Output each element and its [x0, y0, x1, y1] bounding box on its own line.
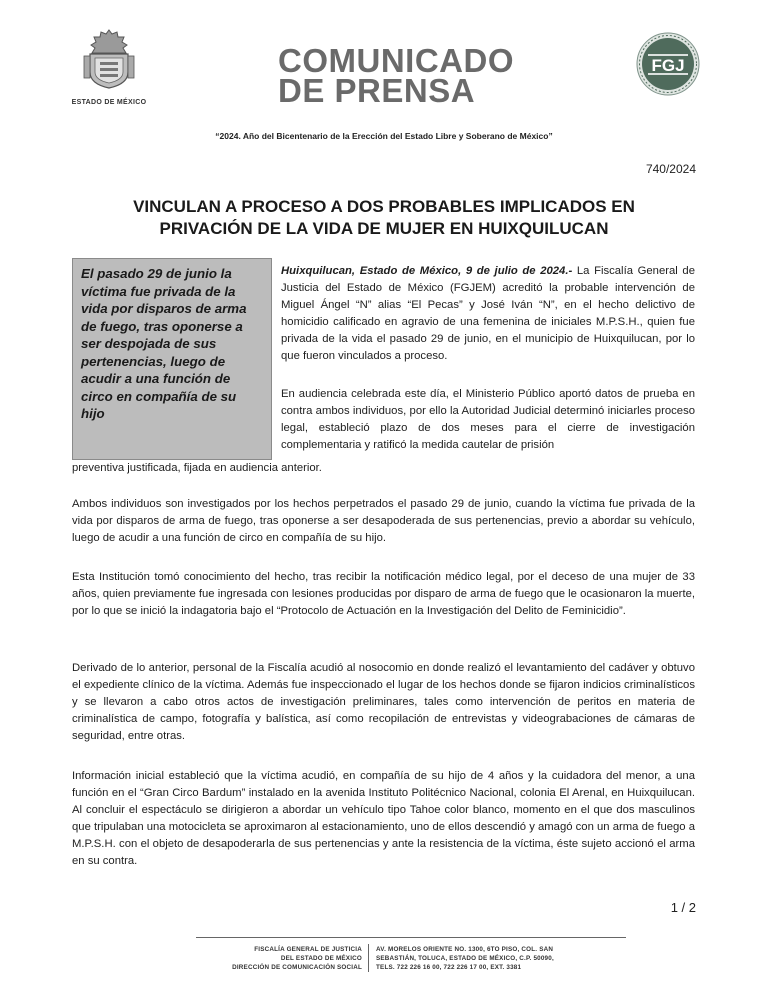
paragraph-3: Ambos individuos son investigados por los hechos perpetrados el pasado 29 de junio, cuando la víctima fue privada de la vida por disparos de arma de fuego, tras oponerse a ser desapoderada de sus pertenencias, previo a abordar su vehículo, luego de acudir a una función de circo en compañía de su hijo.: [72, 498, 695, 544]
footer-left-line-3: DIRECCIÓN DE COMUNICACIÓN SOCIAL: [232, 964, 362, 971]
document-header: [0, 28, 768, 113]
paragraph-2: En audiencia celebrada este día, el Ministerio Público aportó datos de prueba en contra ambos individuos, por ello la Autoridad Judicial determinó iniciarles proceso legal, estableció plazo de dos meses para el cierre de investigación complementaria y ratificó la medida cautelar de prisión: [281, 388, 695, 451]
paragraph-5: Derivado de lo anterior, personal de la Fiscalía acudió al nosocomio en donde realizó el levantamiento del cadáver y obtuvo el expediente clínico de la víctima. Además fue inspeccionado el lugar de los hechos donde se fijaron indicios criminalísticos y se llevaron a cabo otros actos de investigación preliminares, tales como intervención de peritos en materia de criminalística de campo, fotografía y balística, así como recopilación de entrevistas y videograbaciones de cámaras de seguridad, entre otras.: [72, 662, 695, 742]
footer-institution: [150, 945, 362, 972]
footer-right-line-3: TELS. 722 226 16 00, 722 226 17 00, EXT. 3381: [376, 964, 522, 971]
title-line-2: DE PRENSA: [278, 72, 476, 109]
year-motto: “2024. Año del Bicentenario de la Erección del Estado Libre y Soberano de México”: [215, 131, 553, 141]
title-line-1: COMUNICADO: [278, 42, 514, 79]
summary-callout-text: El pasado 29 de junio la víctima fue privada de la vida por disparos de arma de fuego, tras oponerse a ser despojada de sus pertenencias, luego de acudir a una función de circo en compañía de su hijo: [81, 266, 247, 421]
fgj-logo-text: FGJ: [651, 56, 685, 75]
footer-left-line-2: DEL ESTADO DE MÉXICO: [280, 955, 362, 962]
footer-divider: [196, 937, 626, 938]
state-logo: [66, 28, 152, 106]
headline-line-1: VINCULAN A PROCESO A DOS PROBABLES IMPLICADOS EN: [133, 197, 635, 216]
footer-address: [376, 945, 626, 972]
page-number: 1 / 2: [670, 900, 696, 915]
headline: [90, 196, 678, 240]
fgj-seal-icon: [636, 32, 700, 96]
state-caption: ESTADO DE MÉXICO: [71, 99, 147, 106]
headline-line-2: PRIVACIÓN DE LA VIDA DE MUJER EN HUIXQUILUCAN: [159, 219, 609, 238]
paragraph-6: Información inicial estableció que la víctima acudió, en compañía de su hijo de 4 años y la cuidadora del menor, a una función en el “Gran Circo Bardum” instalado en la avenida Instituto Politécnico Nacional, colonia El Arenal, en Huixquilucan. Al concluir el espectáculo se dirigieron a abordar un vehículo tipo Tahoe color blanco, momento en el que dos masculinos que tripulaban una motocicleta se aproximaron al estacionamiento, uno de ellos descendió y amagó con un arma de fuego a M.P.S.H. con el objeto de desapoderarla de sus pertenencias y ante la resistencia de la víctima, éste sujeto accionó el arma en su contra.: [72, 770, 695, 867]
footer-left-line-1: FISCALÍA GENERAL DE JUSTICIA: [254, 946, 362, 953]
footer-right-line-2: SEBASTIÁN, TOLUCA, ESTADO DE MÉXICO, C.P. 50090,: [376, 955, 554, 962]
fgj-logo: [636, 32, 700, 96]
paragraph-2-tail: preventiva justificada, fijada en audiencia anterior.: [72, 462, 322, 474]
paragraph-1-text: La Fiscalía General de Justicia del Estado de México (FGJEM) acreditó la probable intervención de Miguel Ángel “N” alias “El Pecas” y José Iván “N”, en el hecho delictivo de homicidio calificado en agravio de una femenina de iniciales M.P.S.H., quien fue privada de la vida el pasado 29 de junio, en el municipio de Huixquilucan, por lo que fueron vinculados a proceso.: [281, 265, 695, 362]
press-release-title: [278, 42, 514, 109]
summary-callout-box: [72, 258, 272, 460]
state-coat-of-arms-icon: [82, 28, 136, 90]
footer-separator: [368, 944, 369, 972]
paragraph-4: Esta Institución tomó conocimiento del hecho, tras recibir la notificación médico legal, por el deceso de una mujer de 33 años, quien previamente fue ingresada con lesiones producidas por disparo de arma de fuego que le ocasionaron la muerte, por lo que se inició la indagatoria bajo el “Protocolo de Actuación en la Investigación del Delito de Feminicidio”.: [72, 571, 695, 617]
dateline: Huixquilucan, Estado de México, 9 de julio de 2024.-: [281, 265, 573, 277]
footer-right-line-1: AV. MORELOS ORIENTE NO. 1300, 6TO PISO, COL. SAN: [376, 946, 554, 953]
paragraph-1: [281, 263, 695, 365]
document-number: 740/2024: [645, 162, 696, 176]
